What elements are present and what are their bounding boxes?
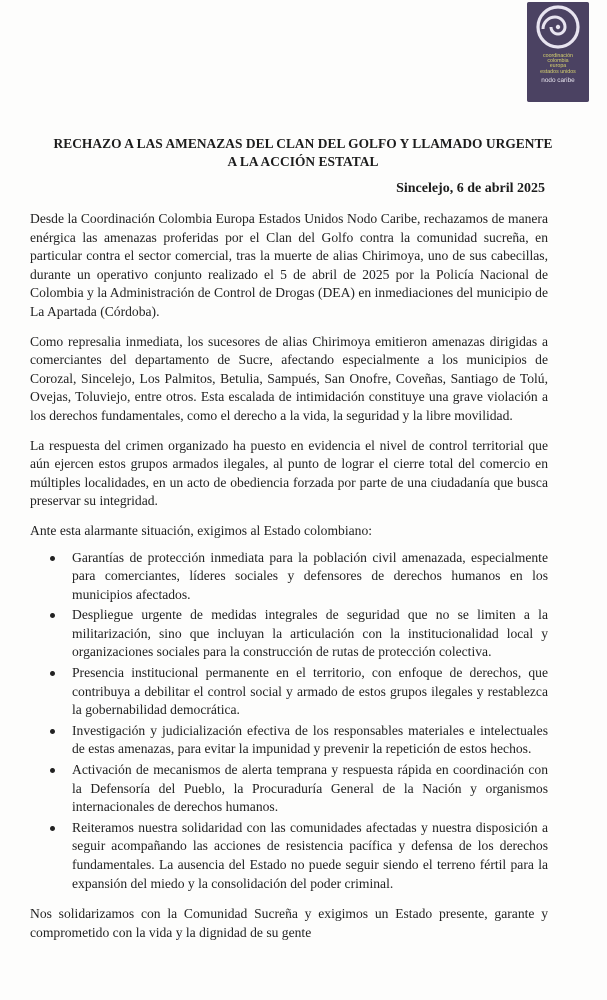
list-item: Presencia institucional permanente en el territorio, con enfoque de derechos, que contribuya a debilitar el control social y armado de estos grupos ilegales y restablezca la gobernabilidad democrática. bbox=[72, 664, 548, 720]
logo-text bbox=[540, 54, 576, 83]
list-intro: Ante esta alarmante situación, exigimos al Estado colombiano: bbox=[30, 522, 373, 538]
paragraph: Como represalia inmediata, los sucesores de alias Chirimoya emitieron amenazas dirigidas a comerciantes del departamento de Sucre, afectando especialmente a los municipios de Corozal, Sincelejo, Los Palmitos, Betulia, Sampués, San Onofre, Coveñas, Santiago de Tolú, Ovejas, Toluviejo, entre otros. Esta escalada de intimidación constituye una grave violación a los derechos fundamentales, como el derecho a la vida, la seguridad y la libre movilidad. bbox=[30, 333, 548, 423]
document-title bbox=[30, 135, 576, 171]
logo-subtitle: nodo caribe bbox=[541, 76, 575, 84]
logo-line: estados unidos bbox=[540, 68, 576, 75]
logo-line: europa bbox=[549, 63, 567, 70]
logo-line: colombia bbox=[547, 58, 569, 65]
logo-line: coordinación bbox=[542, 53, 574, 59]
paragraph: La respuesta del crimen organizado ha puesto en evidencia el nivel de control territorial que aún ejercen estos grupos armados ilegales, al punto de lograr el cierre total del comercio en múltiples localidades, en un acto de obediencia forzada por parte de una ciudadanía que busca preservar su integridad. bbox=[30, 437, 548, 509]
organization-logo bbox=[527, 2, 589, 102]
paragraph: Desde la Coordinación Colombia Europa Estados Unidos Nodo Caribe, rechazamos de manera enérgica las amenazas proferidas por el Clan del Golfo contra la comunidad sucreña, en particular contra el sector comercial, tras la muerte de alias Chirimoya, uno de sus cabecillas, durante un operativo conjunto realizado el 5 de abril de 2025 por la Policía Nacional de Colombia y la Administración de Control de Drogas (DEA) en inmediaciones del municipio de La Apartada (Córdoba). bbox=[30, 211, 548, 319]
document-body bbox=[30, 210, 548, 953]
closing-paragraph: Nos solidarizamos con la Comunidad Sucreña y exigimos un Estado presente, garante y comprometido con la vida y la dignidad de su gente bbox=[30, 906, 548, 940]
title-line: RECHAZO A LAS AMENAZAS DEL CLAN DEL GOLFO Y LLAMADO URGENTE bbox=[53, 136, 553, 151]
list-item: Reiteramos nuestra solidaridad con las comunidades afectadas y nuestra disposición a seguir acompañando las acciones de resistencia pacífica y defensa de los derechos fundamentales. La ausencia del Estado no puede seguir siendo el terreno fértil para la expansión del miedo y la consolidación del poder criminal. bbox=[72, 819, 548, 893]
demands-list bbox=[30, 549, 548, 894]
list-item: Garantías de protección inmediata para la población civil amenazada, especialmente para comerciantes, líderes sociales y defensores de derechos humanos en los municipios afectados. bbox=[72, 549, 548, 605]
list-item: Activación de mecanismos de alerta temprana y respuesta rápida en coordinación con la Defensoría del Pueblo, la Procuraduría General de la Nación y organismos internacionales de derechos humanos. bbox=[72, 761, 548, 817]
title-line: A LA ACCIÓN ESTATAL bbox=[227, 154, 379, 169]
list-item: Investigación y judicialización efectiva de los responsables materiales e intelectuales de estas amenazas, para evitar la impunidad y prevenir la repetición de estos hechos. bbox=[72, 722, 548, 759]
place-date: Sincelejo, 6 de abril 2025 bbox=[396, 181, 545, 196]
spiral-icon bbox=[535, 4, 581, 50]
list-item: Despliegue urgente de medidas integrales de seguridad que no se limiten a la militarización, sino que incluyan la articulación con la institucionalidad local y organizaciones sociales para la construcción de rutas de protección colectiva. bbox=[72, 606, 548, 662]
